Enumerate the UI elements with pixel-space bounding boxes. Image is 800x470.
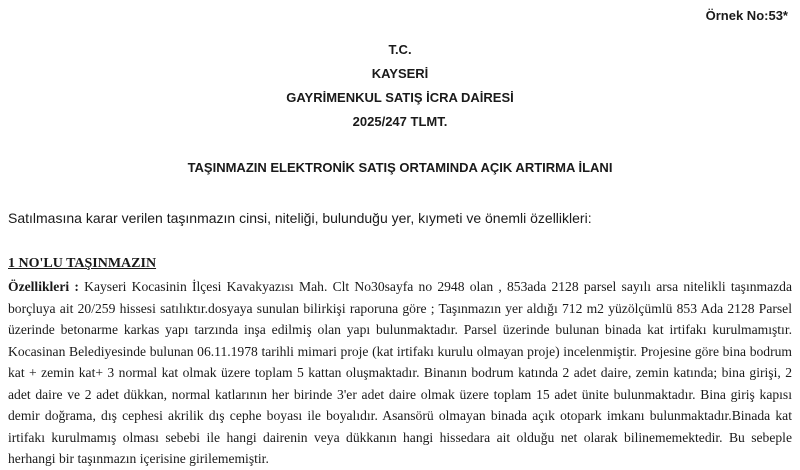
announcement-title: TAŞINMAZIN ELEKTRONİK SATIŞ ORTAMINDA AÇIK ARTIRMA İLANI [187, 160, 613, 175]
property-features [8, 276, 792, 470]
intro-paragraph: Satılmasına karar verilen taşınmazın cinsi, niteliği, bulunduğu yer, kıymeti ve önemli özellikleri: [8, 210, 592, 226]
header-line-tc: T.C. [388, 42, 412, 57]
example-number: Örnek No:53* [705, 8, 788, 23]
features-text: Kayseri Kocasinin İlçesi Kavakyazısı Mah. Clt No30sayfa no 2948 olan , 853ada 2128 parsel sayılı arsa nitelikli taşınmazda borçluya ait 20/259 hissesi satılıktır.dosyaya sunulan bilirkişi raporuna göre ; Taşınmazın yer aldığı 712 m2 yüzölçümlü 853 Ada 2128 Parsel üzerinde betonarme karkas yapı tarzında inşa edilmiş olan yapı bulunmaktadır. Parsel üzerinde bulunan binada kat irtifakı kurulmamıştır. Kocasinan Belediyesinde bulunan 06.11.1978 tarihli mimari proje (kat irtifakı kurulu olmayan proje) incelenmiştir. Projesine göre bina bodrum kat + zemin kat+ 3 normal kat olmak üzere toplam 5 kattan oluşmaktadır. Binanın bodrum katında 2 adet daire, zemin katında; bina girişi, 2 adet daire ve 2 adet dükkan, normal katlarının her birinde 3'er adet daire olmak üzere toplam 15 adet ünite bulunmaktadır. Bina giriş kapısı demir doğrama, dış cephesi akrilik dış cephe boyası ile boyalıdır. Asansörü olmayan binada açık otopark imkanı bulunmaktadır.Binada kat irtifakı kurulmamış olması sebebi ile hangi dairenin veya dükkanın hangi hissedara ait olduğu net olarak bilinememektedir. Bu sebeple herhangi bir taşınmazın içerisine girilememiştir. [8, 279, 792, 466]
header-line-city: KAYSERİ [371, 66, 429, 81]
header-line-office: GAYRİMENKUL SATIŞ İCRA DAİRESİ [286, 90, 514, 105]
property-heading: 1 NO'LU TAŞINMAZIN [8, 256, 157, 271]
header-line-file-no: 2025/247 TLMT. [352, 114, 448, 129]
features-label: Özellikleri : [8, 279, 85, 294]
document-header [0, 38, 800, 134]
